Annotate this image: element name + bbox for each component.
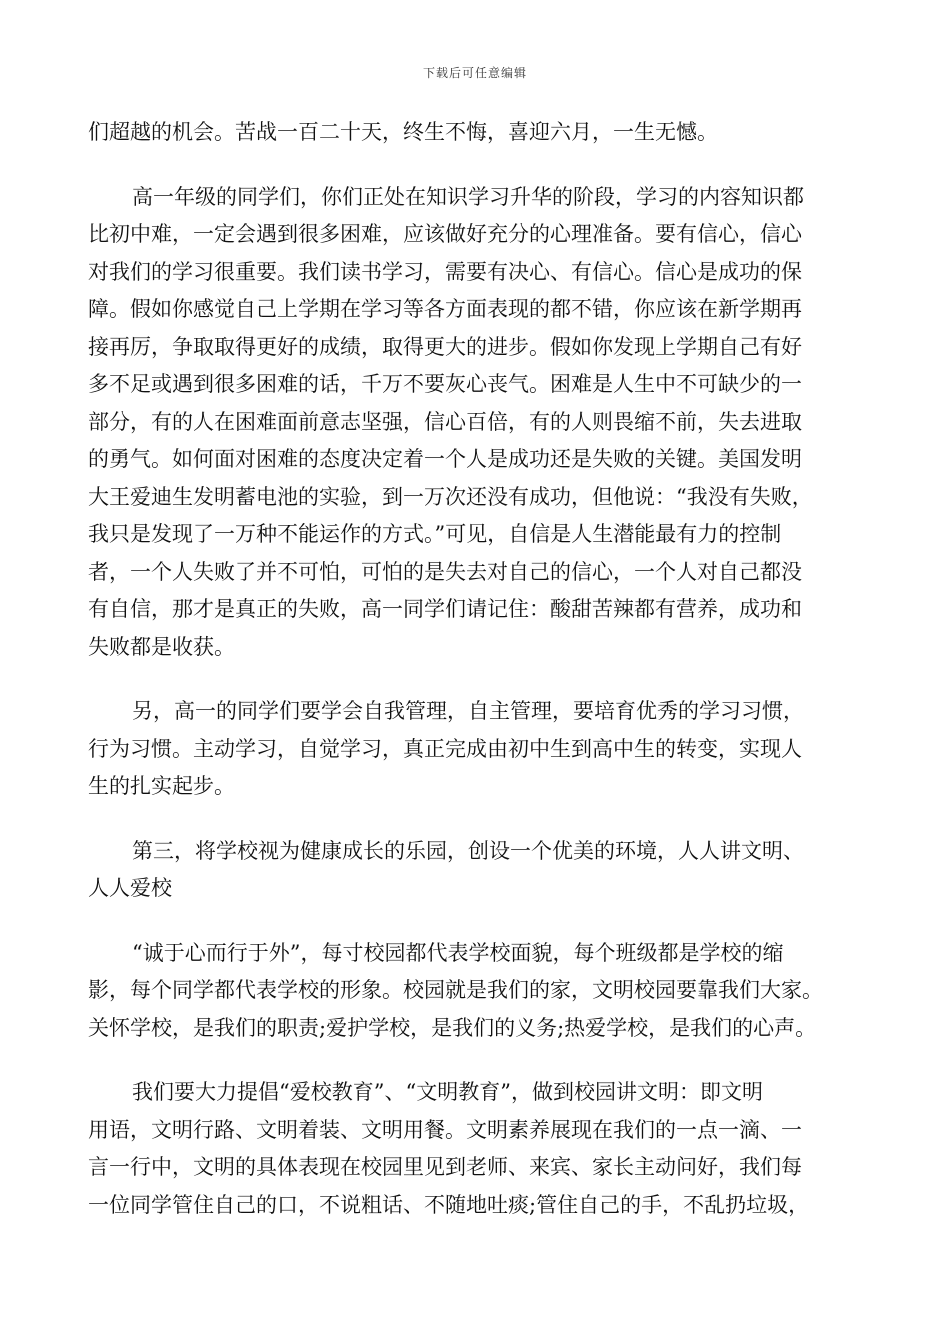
text-line: 障。假如你感觉自己上学期在学习等各方面表现的都不错，你应该在新学期再 <box>88 297 802 321</box>
text-line: 比初中难，一定会遇到很多困难，应该做好充分的心理准备。要有信心，信心 <box>88 222 802 246</box>
text-line: 者，一个人失败了并不可怕，可怕的是失去对自己的信心，一个人对自己都没 <box>88 559 802 584</box>
text-line: 生的扎实起步。 <box>88 774 235 798</box>
text-line: 的勇气。如何面对困难的态度决定着一个人是成功还是失败的关键。美国发明 <box>88 447 802 471</box>
text-line: 人人爱校 <box>88 876 172 900</box>
text-line: 对我们的学习很重要。我们读书学习，需要有决心、有信心。信心是成功的保 <box>88 259 802 284</box>
text-line: 失败都是收获。 <box>88 634 235 659</box>
text-line: 用语，文明行路、文明着装、文明用餐。文明素养展现在我们的一点一滴、一 <box>88 1117 802 1142</box>
text-line: 另，高一的同学们要学会自我管理，自主管理，要培育优秀的学习习惯， <box>132 699 804 723</box>
text-line: 高一年级的同学们，你们正处在知识学习升华的阶段，学习的内容知识都 <box>132 184 804 209</box>
text-line: 关怀学校，是我们的职责;爱护学校，是我们的义务;热爱学校，是我们的心声。 <box>88 1015 817 1040</box>
text-line: 一位同学管住自己的口，不说粗话、不随地吐痰;管住自己的手，不乱扔垃圾， <box>88 1192 810 1217</box>
text-line: 我只是发现了一万种不能运作的方式。”可见，自信是人生潜能最有力的控制 <box>88 522 782 546</box>
text-line: 们超越的机会。苦战一百二十天，终生不悔，喜迎六月，一生无憾。 <box>88 120 718 144</box>
document-body <box>88 114 860 1224</box>
text-line: 部分，有的人在困难面前意志坚强，信心百倍，有的人则畏缩不前，失去进取 <box>88 409 802 434</box>
paragraph <box>88 1074 860 1224</box>
text-line: 影，每个同学都代表学校的形象。校园就是我们的家，文明校园要靠我们大家。 <box>88 978 823 1002</box>
paragraph <box>88 693 860 806</box>
paragraph <box>88 179 860 667</box>
text-line: 我们要大力提倡“爱校教育”、“文明教育”，做到校园讲文明：即文明 <box>132 1080 763 1104</box>
text-line: 多不足或遇到很多困难的话，千万不要灰心丧气。困难是人生中不可缺少的一 <box>88 372 802 396</box>
page-header: 下载后可任意编辑 <box>422 66 527 80</box>
section-heading <box>88 833 860 908</box>
text-line: 大王爱迪生发明蓄电池的实验，到一万次还没有成功，但他说：“我没有失败， <box>88 484 813 509</box>
paragraph <box>88 935 860 1048</box>
text-line: 有自信，那才是真正的失败，高一同学们请记住：酸甜苦辣都有营养，成功和 <box>88 597 802 621</box>
text-line: 接再厉，争取取得更好的成绩，取得更大的进步。假如你发现上学期自己有好 <box>88 334 802 359</box>
text-line: 行为习惯。主动学习，自觉学习，真正完成由初中生到高中生的转变，实现人 <box>88 736 802 761</box>
text-line: 言一行中，文明的具体表现在校园里见到老师、来宾、家长主动问好，我们每 <box>88 1155 802 1179</box>
text-line: “诚于心而行于外”，每寸校园都代表学校面貌，每个班级都是学校的缩 <box>132 940 784 965</box>
paragraph <box>88 114 860 152</box>
text-line: 第三，将学校视为健康成长的乐园，创设一个优美的环境，人人讲文明、 <box>132 838 804 863</box>
